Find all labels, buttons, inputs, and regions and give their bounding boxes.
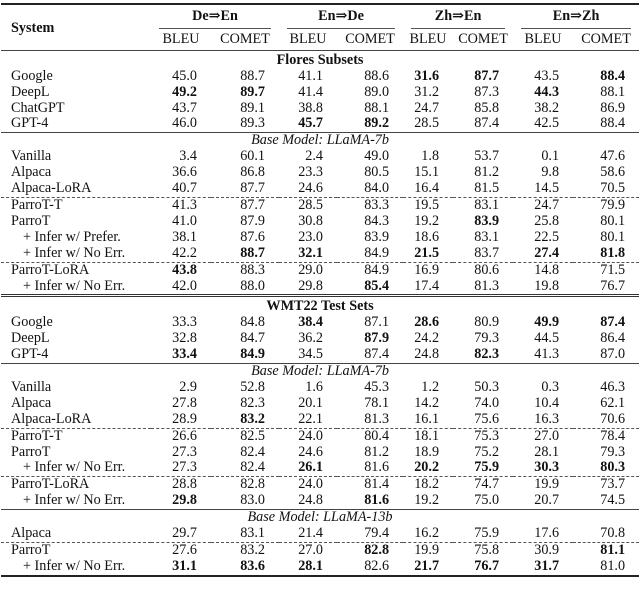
score-cell: 27.3 bbox=[172, 443, 197, 460]
score-cell: 30.8 bbox=[298, 212, 324, 229]
score-cell: 46.3 bbox=[600, 378, 626, 395]
score-cell: 3.4 bbox=[179, 148, 197, 165]
score-cell: 19.9 bbox=[403, 543, 453, 559]
score-cell: 19.5 bbox=[403, 197, 453, 213]
score-cell: 85.8 bbox=[474, 99, 500, 116]
score-cell: 1.8 bbox=[421, 148, 440, 165]
score-cell: 88.1 bbox=[600, 83, 626, 100]
score-cell: 43.8 bbox=[151, 262, 211, 278]
score-cell: 27.0 bbox=[279, 543, 337, 559]
score-cell: 29.0 bbox=[279, 262, 337, 278]
score-cell: 32.1 bbox=[298, 244, 324, 261]
metric-header: COMET bbox=[345, 30, 395, 47]
score-cell: 87.1 bbox=[364, 314, 390, 331]
score-cell: 20.2 bbox=[414, 459, 440, 476]
section-title-row bbox=[1, 50, 639, 68]
score-cell: 83.2 bbox=[240, 410, 266, 427]
score-cell: 87.3 bbox=[474, 83, 500, 100]
score-cell: 84.9 bbox=[240, 346, 266, 363]
score-cell: 19.2 bbox=[414, 212, 440, 229]
system-name: + Infer w/ No Err. bbox=[23, 277, 126, 294]
score-cell: 18.9 bbox=[414, 443, 440, 460]
score-cell: 2.4 bbox=[305, 148, 324, 165]
score-cell: 62.1 bbox=[600, 394, 626, 411]
system-name: Alpaca-LoRA bbox=[11, 410, 92, 427]
table-row bbox=[1, 412, 639, 428]
score-cell: 82.3 bbox=[474, 346, 500, 363]
metric-header: COMET bbox=[220, 30, 270, 47]
score-cell: 75.6 bbox=[474, 410, 500, 427]
system-name: ParroT-T bbox=[1, 197, 151, 213]
score-cell: 38.2 bbox=[534, 99, 560, 116]
score-cell: 15.1 bbox=[414, 164, 440, 181]
score-cell: 75.0 bbox=[474, 492, 500, 509]
score-cell: 82.4 bbox=[240, 459, 266, 476]
table-row bbox=[1, 347, 639, 363]
score-cell: 14.5 bbox=[534, 180, 560, 197]
score-cell: 38.8 bbox=[298, 99, 324, 116]
score-cell: 20.1 bbox=[298, 394, 324, 411]
score-cell: 24.0 bbox=[279, 428, 337, 444]
score-cell: 24.6 bbox=[298, 180, 324, 197]
header-row-pairs bbox=[1, 4, 639, 30]
score-cell: 31.1 bbox=[151, 559, 211, 576]
score-cell: 14.8 bbox=[513, 262, 573, 278]
score-cell: 86.9 bbox=[600, 99, 626, 116]
score-cell: 21.5 bbox=[414, 244, 440, 261]
score-cell: 83.9 bbox=[364, 228, 390, 245]
score-cell: 31.6 bbox=[414, 67, 440, 84]
score-cell: 23.3 bbox=[298, 164, 324, 181]
table-body bbox=[1, 50, 639, 576]
score-cell: 87.7 bbox=[474, 67, 500, 84]
score-cell: 75.2 bbox=[474, 443, 500, 460]
score-cell: 27.3 bbox=[172, 459, 197, 476]
pair-header-de-en: De⇒En bbox=[151, 4, 279, 30]
score-cell: 89.1 bbox=[240, 99, 266, 116]
system-column-header: System bbox=[11, 19, 55, 36]
score-cell: 88.0 bbox=[240, 277, 266, 294]
score-cell: 84.7 bbox=[240, 330, 266, 347]
score-cell: 82.4 bbox=[240, 443, 266, 460]
score-cell: 24.8 bbox=[298, 492, 324, 509]
score-cell: 81.3 bbox=[474, 277, 500, 294]
score-cell: 9.8 bbox=[541, 164, 560, 181]
table-row bbox=[1, 445, 639, 461]
system-name: + Infer w/ No Err. bbox=[23, 492, 126, 509]
score-cell: 75.3 bbox=[453, 428, 513, 444]
table-row bbox=[1, 331, 639, 347]
score-cell: 34.5 bbox=[298, 346, 324, 363]
score-cell: 44.3 bbox=[534, 83, 560, 100]
score-cell: 33.4 bbox=[172, 346, 197, 363]
score-cell: 42.2 bbox=[172, 244, 197, 261]
score-cell: 33.3 bbox=[172, 314, 197, 331]
score-cell: 24.8 bbox=[414, 346, 440, 363]
score-cell: 76.7 bbox=[453, 559, 513, 576]
score-cell: 22.1 bbox=[298, 410, 324, 427]
score-cell: 0.3 bbox=[541, 378, 560, 395]
score-cell: 27.6 bbox=[151, 543, 211, 559]
score-cell: 41.3 bbox=[534, 346, 560, 363]
score-cell: 19.8 bbox=[534, 277, 560, 294]
score-cell: 41.4 bbox=[298, 83, 324, 100]
score-cell: 87.7 bbox=[240, 180, 266, 197]
score-cell: 76.7 bbox=[600, 277, 626, 294]
metric-header: BLEU bbox=[409, 30, 447, 47]
score-cell: 80.9 bbox=[474, 314, 500, 331]
score-cell: 89.3 bbox=[240, 115, 266, 132]
score-cell: 40.7 bbox=[172, 180, 197, 197]
score-cell: 25.8 bbox=[534, 212, 560, 229]
system-name: Alpaca-LoRA bbox=[11, 180, 92, 197]
score-cell: 87.4 bbox=[364, 346, 390, 363]
score-cell: 80.1 bbox=[600, 228, 626, 245]
score-cell: 2.9 bbox=[179, 378, 197, 395]
score-cell: 75.9 bbox=[474, 525, 500, 542]
score-cell: 84.3 bbox=[364, 212, 390, 229]
pair-header-zh-en: Zh⇒En bbox=[403, 4, 513, 30]
score-cell: 30.3 bbox=[534, 459, 560, 476]
score-cell: 81.1 bbox=[573, 543, 639, 559]
table-row bbox=[1, 69, 639, 85]
section-title: WMT22 Test Sets bbox=[1, 296, 639, 315]
score-cell: 81.6 bbox=[364, 459, 390, 476]
score-cell: 28.1 bbox=[534, 443, 560, 460]
score-cell: 70.5 bbox=[600, 180, 626, 197]
score-cell: 74.0 bbox=[474, 394, 500, 411]
score-cell: 88.1 bbox=[364, 99, 390, 116]
score-cell: 45.7 bbox=[298, 115, 324, 132]
score-cell: 50.3 bbox=[474, 378, 500, 395]
score-cell: 16.3 bbox=[534, 410, 560, 427]
score-cell: 28.8 bbox=[151, 477, 211, 493]
score-cell: 88.6 bbox=[364, 67, 390, 84]
score-cell: 43.5 bbox=[534, 67, 560, 84]
metric-header: BLEU bbox=[162, 30, 200, 47]
base-model-label: Base Model: LLaMA-13b bbox=[1, 510, 639, 526]
pair-header-en-zh: En⇒Zh bbox=[513, 4, 639, 30]
score-cell: 28.1 bbox=[279, 559, 337, 576]
results-table bbox=[1, 3, 639, 577]
metric-header: BLEU bbox=[524, 30, 562, 47]
system-name: + Infer w/ Prefer. bbox=[23, 228, 121, 245]
table-row bbox=[1, 428, 639, 444]
score-cell: 80.6 bbox=[453, 262, 513, 278]
score-cell: 29.8 bbox=[172, 492, 197, 509]
score-cell: 81.5 bbox=[474, 180, 500, 197]
table-row bbox=[1, 380, 639, 396]
score-cell: 10.4 bbox=[534, 394, 560, 411]
score-cell: 84.0 bbox=[364, 180, 390, 197]
score-cell: 81.6 bbox=[364, 492, 390, 509]
score-cell: 80.5 bbox=[364, 164, 390, 181]
system-name: Google bbox=[11, 67, 53, 84]
table-row bbox=[1, 214, 639, 230]
score-cell: 83.1 bbox=[453, 197, 513, 213]
score-cell: 81.2 bbox=[474, 164, 500, 181]
table-row bbox=[1, 197, 639, 213]
score-cell: 87.0 bbox=[600, 346, 626, 363]
score-cell: 86.4 bbox=[600, 330, 626, 347]
score-cell: 44.5 bbox=[534, 330, 560, 347]
score-cell: 16.2 bbox=[414, 525, 440, 542]
score-cell: 81.2 bbox=[364, 443, 390, 460]
score-cell: 43.7 bbox=[172, 99, 197, 116]
score-cell: 16.9 bbox=[403, 262, 453, 278]
score-cell: 82.8 bbox=[211, 477, 279, 493]
table-row bbox=[1, 543, 639, 559]
table-row bbox=[1, 493, 639, 509]
score-cell: 87.6 bbox=[240, 228, 266, 245]
score-cell: 86.8 bbox=[240, 164, 266, 181]
table-row bbox=[1, 116, 639, 132]
score-cell: 89.7 bbox=[240, 83, 266, 100]
score-cell: 82.5 bbox=[211, 428, 279, 444]
score-cell: 81.4 bbox=[337, 477, 403, 493]
score-cell: 88.3 bbox=[211, 262, 279, 278]
score-cell: 41.0 bbox=[172, 212, 197, 229]
table-row bbox=[1, 477, 639, 493]
score-cell: 38.1 bbox=[172, 228, 197, 245]
score-cell: 49.0 bbox=[364, 148, 390, 165]
score-cell: 84.8 bbox=[240, 314, 266, 331]
score-cell: 88.4 bbox=[600, 115, 626, 132]
score-cell: 22.5 bbox=[534, 228, 560, 245]
system-name: GPT-4 bbox=[11, 115, 49, 132]
score-cell: 87.9 bbox=[364, 330, 390, 347]
score-cell: 75.9 bbox=[474, 459, 500, 476]
score-cell: 19.2 bbox=[414, 492, 440, 509]
system-name: + Infer w/ No Err. bbox=[1, 559, 151, 576]
score-cell: 24.7 bbox=[513, 197, 573, 213]
score-cell: 45.0 bbox=[172, 67, 197, 84]
system-name: ParroT-LoRA bbox=[1, 262, 151, 278]
score-cell: 42.0 bbox=[172, 277, 197, 294]
score-cell: 30.9 bbox=[513, 543, 573, 559]
score-cell: 20.7 bbox=[534, 492, 560, 509]
score-cell: 32.8 bbox=[172, 330, 197, 347]
score-cell: 70.6 bbox=[600, 410, 626, 427]
score-cell: 81.3 bbox=[364, 410, 390, 427]
score-cell: 85.4 bbox=[364, 277, 390, 294]
score-cell: 60.1 bbox=[240, 148, 266, 165]
score-cell: 24.0 bbox=[279, 477, 337, 493]
system-name: Google bbox=[11, 314, 53, 331]
score-cell: 84.9 bbox=[364, 244, 390, 261]
score-cell: 80.4 bbox=[337, 428, 403, 444]
score-cell: 70.8 bbox=[600, 525, 626, 542]
pair-header-en-de: En⇒De bbox=[279, 4, 403, 30]
score-cell: 83.9 bbox=[474, 212, 500, 229]
system-name: ParroT-T bbox=[1, 428, 151, 444]
system-name: Vanilla bbox=[11, 378, 52, 395]
score-cell: 80.1 bbox=[600, 212, 626, 229]
score-cell: 46.0 bbox=[172, 115, 197, 132]
score-cell: 45.3 bbox=[364, 378, 390, 395]
score-cell: 83.0 bbox=[240, 492, 266, 509]
score-cell: 29.7 bbox=[172, 525, 197, 542]
score-cell: 88.7 bbox=[240, 244, 266, 261]
system-name: Vanilla bbox=[11, 148, 52, 165]
score-cell: 23.0 bbox=[298, 228, 324, 245]
score-cell: 79.3 bbox=[474, 330, 500, 347]
system-name: + Infer w/ No Err. bbox=[23, 244, 126, 261]
score-cell: 24.2 bbox=[414, 330, 440, 347]
score-cell: 87.4 bbox=[474, 115, 500, 132]
score-cell: 80.3 bbox=[600, 459, 626, 476]
base-model-row bbox=[1, 133, 639, 149]
score-cell: 21.4 bbox=[298, 525, 324, 542]
score-cell: 79.4 bbox=[364, 525, 390, 542]
table-row bbox=[1, 279, 639, 296]
score-cell: 38.4 bbox=[298, 314, 324, 331]
score-cell: 87.4 bbox=[600, 314, 626, 331]
score-cell: 82.8 bbox=[337, 543, 403, 559]
score-cell: 81.0 bbox=[573, 559, 639, 576]
table-header bbox=[1, 4, 639, 50]
score-cell: 41.3 bbox=[151, 197, 211, 213]
score-cell: 24.6 bbox=[298, 443, 324, 460]
score-cell: 26.6 bbox=[151, 428, 211, 444]
score-cell: 83.6 bbox=[211, 559, 279, 576]
score-cell: 83.2 bbox=[211, 543, 279, 559]
system-name: Alpaca bbox=[11, 525, 52, 542]
score-cell: 87.7 bbox=[211, 197, 279, 213]
score-cell: 83.7 bbox=[474, 244, 500, 261]
table-row bbox=[1, 396, 639, 412]
system-name: GPT-4 bbox=[11, 346, 49, 363]
score-cell: 36.6 bbox=[172, 164, 197, 181]
score-cell: 18.2 bbox=[403, 477, 453, 493]
score-cell: 27.4 bbox=[534, 244, 560, 261]
system-name: ParroT bbox=[11, 443, 51, 460]
score-cell: 84.9 bbox=[337, 262, 403, 278]
table-row bbox=[1, 181, 639, 197]
system-name: Alpaca bbox=[11, 164, 52, 181]
score-cell: 71.5 bbox=[573, 262, 639, 278]
system-name: + Infer w/ No Err. bbox=[23, 459, 126, 476]
score-cell: 52.8 bbox=[240, 378, 266, 395]
table-row bbox=[1, 85, 639, 101]
score-cell: 16.4 bbox=[414, 180, 440, 197]
score-cell: 26.1 bbox=[298, 459, 324, 476]
score-cell: 0.1 bbox=[541, 148, 560, 165]
table-row bbox=[1, 165, 639, 181]
score-cell: 29.8 bbox=[298, 277, 324, 294]
table-row bbox=[1, 315, 639, 331]
score-cell: 83.1 bbox=[474, 228, 500, 245]
score-cell: 81.8 bbox=[600, 244, 626, 261]
base-model-label: Base Model: LLaMA-7b bbox=[1, 364, 639, 380]
score-cell: 28.5 bbox=[279, 197, 337, 213]
score-cell: 75.8 bbox=[453, 543, 513, 559]
table-row bbox=[1, 559, 639, 576]
system-name: Alpaca bbox=[11, 394, 52, 411]
score-cell: 27.8 bbox=[172, 394, 197, 411]
score-cell: 83.3 bbox=[337, 197, 403, 213]
table-row bbox=[1, 101, 639, 117]
score-cell: 17.6 bbox=[534, 525, 560, 542]
table-row bbox=[1, 246, 639, 262]
metric-header: BLEU bbox=[289, 30, 327, 47]
score-cell: 89.2 bbox=[364, 115, 390, 132]
score-cell: 24.7 bbox=[414, 99, 440, 116]
score-cell: 21.7 bbox=[403, 559, 453, 576]
system-name: ChatGPT bbox=[11, 99, 65, 116]
score-cell: 49.2 bbox=[172, 83, 197, 100]
score-cell: 79.3 bbox=[600, 443, 626, 460]
score-cell: 88.7 bbox=[240, 67, 266, 84]
score-cell: 41.1 bbox=[298, 67, 324, 84]
base-model-label: Base Model: LLaMA-7b bbox=[1, 133, 639, 149]
system-name: ParroT-LoRA bbox=[1, 477, 151, 493]
table-row bbox=[1, 230, 639, 246]
section-title-row bbox=[1, 296, 639, 315]
score-cell: 31.2 bbox=[414, 83, 440, 100]
score-cell: 83.1 bbox=[240, 525, 266, 542]
score-cell: 17.4 bbox=[414, 277, 440, 294]
table-row bbox=[1, 262, 639, 278]
base-model-row bbox=[1, 364, 639, 380]
table-row bbox=[1, 526, 639, 542]
score-cell: 1.2 bbox=[421, 378, 440, 395]
score-cell: 18.1 bbox=[403, 428, 453, 444]
score-cell: 79.9 bbox=[573, 197, 639, 213]
metric-header: COMET bbox=[581, 30, 631, 47]
score-cell: 89.0 bbox=[364, 83, 390, 100]
score-cell: 49.9 bbox=[534, 314, 560, 331]
system-name: ParroT bbox=[11, 212, 51, 229]
score-cell: 47.6 bbox=[600, 148, 626, 165]
base-model-row bbox=[1, 510, 639, 526]
score-cell: 14.2 bbox=[414, 394, 440, 411]
score-cell: 36.2 bbox=[298, 330, 324, 347]
score-cell: 53.7 bbox=[474, 148, 500, 165]
score-cell: 78.4 bbox=[573, 428, 639, 444]
score-cell: 73.7 bbox=[573, 477, 639, 493]
score-cell: 27.0 bbox=[513, 428, 573, 444]
score-cell: 28.5 bbox=[414, 115, 440, 132]
score-cell: 16.1 bbox=[414, 410, 440, 427]
score-cell: 1.6 bbox=[305, 378, 324, 395]
system-name: DeepL bbox=[11, 83, 50, 100]
score-cell: 19.9 bbox=[513, 477, 573, 493]
score-cell: 58.6 bbox=[600, 164, 626, 181]
score-cell: 42.5 bbox=[534, 115, 560, 132]
score-cell: 87.9 bbox=[240, 212, 266, 229]
section-title: Flores Subsets bbox=[276, 51, 364, 68]
score-cell: 74.5 bbox=[600, 492, 626, 509]
score-cell: 82.6 bbox=[337, 559, 403, 576]
system-name: ParroT bbox=[1, 543, 151, 559]
table-row bbox=[1, 460, 639, 476]
score-cell: 28.6 bbox=[414, 314, 440, 331]
score-cell: 74.7 bbox=[453, 477, 513, 493]
score-cell: 28.9 bbox=[172, 410, 197, 427]
metric-header: COMET bbox=[458, 30, 508, 47]
score-cell: 82.3 bbox=[240, 394, 266, 411]
score-cell: 18.6 bbox=[414, 228, 440, 245]
system-name: DeepL bbox=[11, 330, 50, 347]
table-row bbox=[1, 149, 639, 165]
score-cell: 88.4 bbox=[600, 67, 626, 84]
score-cell: 31.7 bbox=[513, 559, 573, 576]
score-cell: 78.1 bbox=[364, 394, 390, 411]
